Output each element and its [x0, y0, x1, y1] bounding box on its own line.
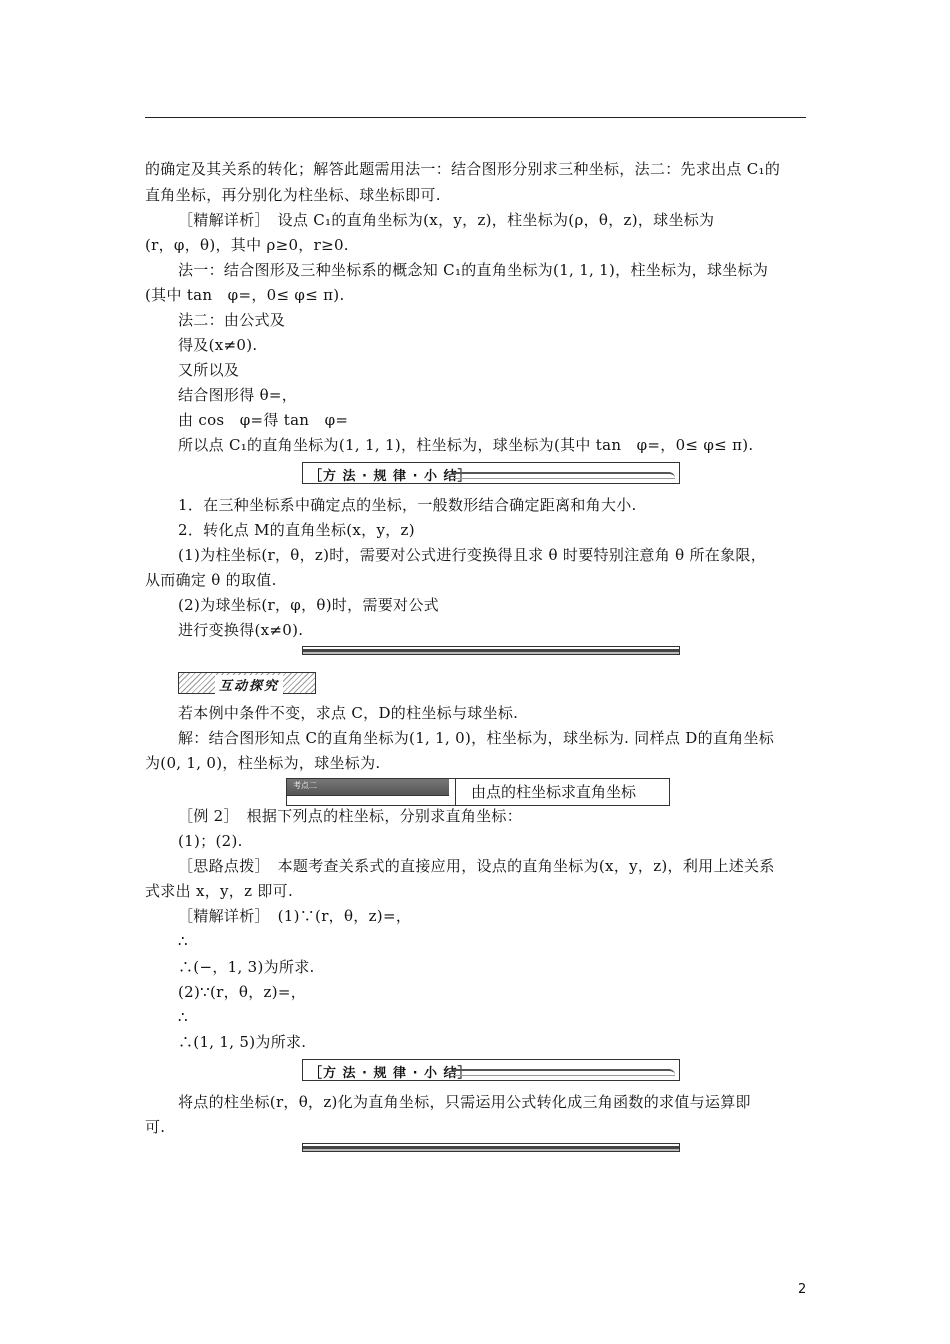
- banner-title: ［方 法 · 规 律 · 小 结］: [309, 469, 472, 484]
- text-line: 解：结合图形知点 C的直角坐标为(1, 1, 0)，柱坐标为，球坐标为. 同样点 D的直角坐标: [178, 729, 775, 747]
- text-line: 2．转化点 M的直角坐标(x，y，z): [178, 521, 415, 539]
- page-number: 2: [798, 1282, 807, 1297]
- banner-swoosh-icon: [453, 472, 675, 479]
- text-line: 得及(x≠0).: [178, 336, 258, 354]
- text-line: (r，φ，θ)，其中 ρ≥0，r≥0.: [145, 236, 349, 254]
- text-line: ［例 2］ 根据下列点的柱坐标，分别求直角坐标：: [178, 807, 523, 825]
- text-line: ［精解详析］ 设点 C₁的直角坐标为(x，y，z)，柱坐标为(ρ，θ，z)，球坐标为: [178, 211, 715, 229]
- text-line: 直角坐标，再分别化为柱坐标、球坐标即可.: [145, 186, 441, 204]
- method-summary-banner: [302, 1059, 680, 1081]
- interactive-explore-label: 互动探究: [215, 675, 283, 694]
- text-line: (2)∵(r，θ，z)=，: [178, 983, 307, 1001]
- text-line: (1)；(2).: [178, 832, 243, 850]
- text-line: 又所以及: [178, 361, 240, 379]
- text-line: 所以点 C₁的直角坐标为(1, 1, 1)，柱坐标为，球坐标为(其中 tan φ=，0≤ φ≤ π).: [178, 436, 754, 454]
- text-line: (其中 tan φ=，0≤ φ≤ π).: [145, 286, 345, 304]
- topic-tag: [287, 779, 449, 796]
- interactive-explore-banner: [178, 672, 316, 694]
- text-line: 法二：由公式及: [178, 311, 286, 329]
- topic-title: 由点的柱坐标求直角坐标: [471, 783, 637, 801]
- section-end-bar: [302, 646, 680, 655]
- banner-swoosh-icon: [453, 1069, 675, 1076]
- text-line: 法一：结合图形及三种坐标系的概念知 C₁的直角坐标为(1, 1, 1)，柱坐标为，球坐标为: [178, 261, 769, 279]
- topic-tag-text: 考点二: [293, 781, 317, 790]
- topic-header: [286, 778, 670, 806]
- method-summary-banner: [302, 462, 680, 484]
- text-line: ［精解详析］ (1)∵(r，θ，z)=，: [178, 907, 412, 925]
- text-line: 1．在三种坐标系中确定点的坐标，一般数形结合确定距离和角大小.: [178, 496, 637, 514]
- text-line: 由 cos φ=得 tan φ=: [178, 411, 349, 429]
- header-rule: [145, 117, 806, 118]
- topic-divider: [455, 779, 456, 805]
- text-line: ［思路点拨］ 本题考查关系式的直接应用，设点的直角坐标为(x，y，z)，利用上述关系: [178, 857, 775, 875]
- text-line: 将点的柱坐标(r，θ，z)化为直角坐标，只需运用公式转化成三角函数的求值与运算即: [178, 1093, 751, 1111]
- text-line: 为(0, 1, 0)，柱坐标为，球坐标为.: [145, 754, 381, 772]
- text-line: 可.: [145, 1118, 166, 1136]
- text-line: 的确定及其关系的转化；解答此题需用法一：结合图形分别求三种坐标，法二：先求出点 C₁的: [145, 160, 781, 178]
- text-line: (2)为球坐标(r，φ，θ)时，需要对公式: [178, 596, 439, 614]
- text-line: ∴: [178, 1008, 188, 1026]
- text-line: 进行变换得(x≠0).: [178, 621, 304, 639]
- text-line: 从而确定 θ 的取值.: [145, 571, 277, 589]
- text-line: 结合图形得 θ=，: [178, 386, 298, 404]
- text-line: 式求出 x，y，z 即可.: [145, 882, 294, 900]
- text-line: 若本例中条件不变，求点 C，D的柱坐标与球坐标.: [178, 704, 519, 722]
- text-line: (1)为柱坐标(r，θ，z)时，需要对公式进行变换得且求 θ 时要特别注意角 θ 所在象限，: [178, 546, 766, 564]
- text-line: ∴(1, 1, 5)为所求.: [178, 1033, 307, 1051]
- banner-title: ［方 法 · 规 律 · 小 结］: [309, 1066, 472, 1081]
- section-end-bar: [302, 1143, 680, 1152]
- text-line: ∴: [178, 932, 188, 950]
- text-line: ∴(−，1, 3)为所求.: [178, 958, 315, 976]
